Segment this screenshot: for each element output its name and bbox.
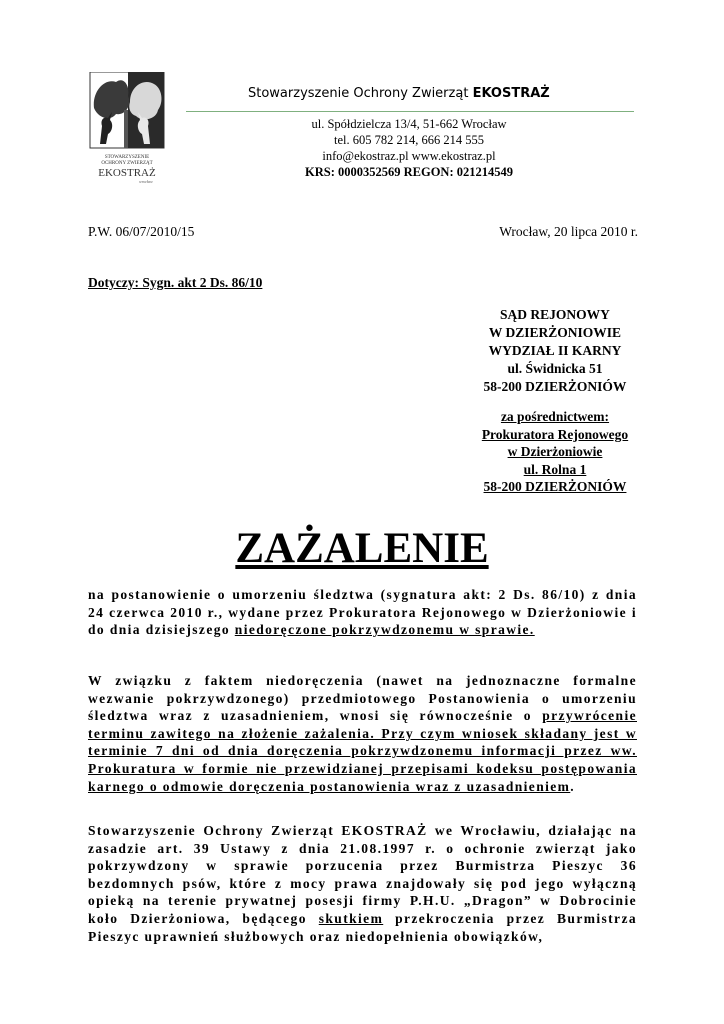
logo-text-1: STOWARZYSZENIE	[104, 155, 150, 160]
reference-number: P.W. 06/07/2010/15	[88, 224, 195, 239]
recipient-line: WYDZIAŁ II KARNY	[488, 343, 622, 358]
recipient-line: SĄD REJONOWY	[500, 307, 610, 322]
org-name-bold: EKOSTRAŻ	[472, 86, 550, 101]
paragraph-3-text: Stowarzyszenie Ochrony Zwierząt EKOSTRAŻ we Wrocławiu, działając na zasadzie art. 39 Ustawy z dnia 21.08.1997 r. o ochronie zwierząt jako pokrzywdzony w sprawie porzucenia przez Burmistrza Pieszyc 36 bezdomnych psów, które z mocy prawa znajdowały się pod jego wyłączną opieką na terenie prywatnej posesji firmy P.H.U. „Dragon” w Dobrocinie koło Dzierżoniowa, będącego	[88, 823, 637, 926]
header-divider	[186, 111, 634, 112]
paragraph-3-text-end: przekroczenia przez Burmistrza Pieszyc uprawnień służbowych oraz niedopełnienia obowiązków,	[88, 910, 637, 944]
via-block	[470, 408, 640, 496]
document-date: Wrocław, 20 lipca 2010 r.	[499, 224, 638, 239]
paragraph-3-underlined: skutkiem	[318, 910, 384, 926]
organization-name	[248, 86, 550, 101]
logo-text-4: wrocław	[139, 179, 153, 184]
paragraph-2-end: .	[570, 778, 576, 794]
paragraph-2-text: W związku z faktem niedoręczenia (nawet na jednoznaczne formalne wezwanie pokrzywdzonego) przedmiotowego Postanowienia o umorzeniu śledztwa wraz z uzasadnieniem, wnosi się równocześnie o	[88, 673, 637, 724]
paragraph-2	[88, 672, 637, 795]
paragraph-1-underlined: niedoręczone pokrzywdzonemu w sprawie.	[234, 622, 535, 638]
recipient-block	[470, 306, 640, 396]
logo-text-2: OCHRONY ZWIERZĄT	[101, 161, 153, 166]
logo-text-3: EKOSTRAŻ	[98, 167, 156, 179]
via-line: Prokuratora Rejonowego	[481, 426, 629, 442]
recipient-line: W DZIERŻONIOWIE	[488, 325, 622, 340]
phone-line: tel. 605 782 214, 666 214 555	[334, 133, 484, 147]
document-title	[0, 524, 724, 573]
registry-line: KRS: 0000352569 REGON: 021214549	[305, 165, 513, 179]
document-title-text: ZAŻALENIE	[235, 525, 489, 572]
recipient-line: ul. Świdnicka 51	[507, 361, 603, 376]
via-line: w Dzierżoniowie	[507, 444, 603, 459]
ekostraz-logo	[86, 72, 168, 184]
via-line: za pośrednictwem:	[500, 409, 610, 424]
address-line: ul. Spółdzielcza 13/4, 51-662 Wrocław	[311, 117, 507, 131]
paragraph-2-underlined: przywrócenie terminu zawitego na złożenie zażalenia. Przy czym wniosek składany jest w terminie 7 dni od dnia doręczenia pokrzywdzonemu informacji przez ww. Prokuratura w formie nie przewidzianej przepisami kodeksu postępowania karnego o odmowie doręczenia postanowienia wraz z uzasadnieniem	[88, 708, 637, 794]
regarding-line: Dotyczy: Sygn. akt 2 Ds. 86/10	[88, 275, 263, 290]
paragraph-3	[88, 822, 637, 945]
contact-line: info@ekostraz.pl www.ekostraz.pl	[322, 149, 496, 163]
recipient-line: 58-200 DZIERŻONIÓW	[483, 379, 627, 394]
address-block	[248, 116, 570, 180]
org-name-plain: Stowarzyszenie Ochrony Zwierząt	[248, 86, 473, 101]
via-line: ul. Rolna 1	[523, 461, 587, 477]
via-line: 58-200 DZIERŻONIÓW	[483, 479, 627, 494]
paragraph-1-text: na postanowienie o umorzeniu śledztwa (sygnatura akt: 2 Ds. 86/10) z dnia 24 czerwca 2010 r., wydane przez Prokuratora Rejonowego w Dzierżoniowie i do dnia dzisiejszego	[88, 587, 637, 638]
paragraph-1	[88, 586, 637, 639]
